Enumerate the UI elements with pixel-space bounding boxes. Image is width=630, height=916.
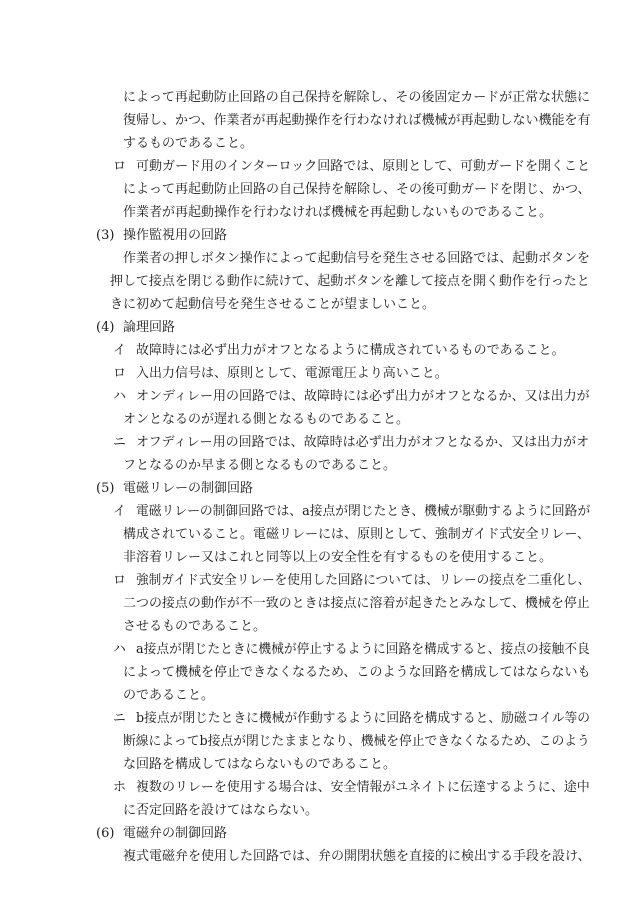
body-line: させるものであること。 [123,619,267,634]
item-marker-ha: ハ [113,642,127,657]
body-line: a接点が閉じたときに機械が停止するように回路を構成すると、接点の接触不良 [136,642,590,657]
body-line: b接点が閉じたときに機械が作動するように回路を構成すると、励磁コイル等の [136,711,590,726]
body-line: 強制ガイド式安全リレーを使用した回路については、リレーの接点を二重化し、 [136,573,591,588]
body-line: オフディレー用の回路では、故障時は必ず出力がオフとなるか、又は出力がオ [136,435,590,450]
body-line: 非溶着リレー又はこれと同等以上の安全性を有するものを使用すること。 [123,550,553,565]
body-line: によって再起動防止回路の自己保持を解除し、その後固定カードが正常な状態に [123,90,591,105]
item-marker-ho: ホ [113,780,127,795]
item-marker-i: イ [113,504,127,519]
body-line: するものであること。 [123,136,254,151]
item-marker-ro: ロ [113,159,127,174]
body-line: 押して接点を閉じる動作に続けて、起動ボタンを離して接点を開く動作を行ったと [110,274,590,289]
item-marker-ni: ニ [113,711,127,726]
section-heading: 電磁弁の制御回路 [123,826,228,841]
body-line: 故障時には必ず出力がオフとなるように構成されているものであること。 [136,343,565,358]
item-marker-ni: ニ [113,435,127,450]
body-line: 複式電磁弁を使用した回路では、弁の開閉状態を直接的に検出する手段を設け、 [123,849,591,864]
section-heading: 操作監視用の回路 [123,228,228,243]
body-line: によって機械を停止できなくなるため、このような回路を構成してはならないも [123,665,591,680]
body-line: 電磁リレーの制御回路では、a接点が閉じたとき、機械が駆動するように回路が [136,504,591,519]
body-line: 作業者が再起動操作を行わなければ機械を再起動しないものであること。 [123,205,553,220]
item-marker-ro: ロ [113,366,127,381]
section-number: (4) [96,320,115,335]
body-line: きに初めて起動信号を発生させることが望ましいこと。 [110,297,436,312]
section-number: (5) [96,481,115,496]
section-heading: 論理回路 [123,320,176,335]
body-line: に否定回路を設けてはならない。 [123,803,319,818]
body-line: 二つの接点の動作が不一致のときは接点に溶着が起きたとみなして、機械を停止 [123,596,590,611]
item-marker-ro: ロ [113,573,127,588]
item-marker-i: イ [113,343,127,358]
body-line: 可動ガード用のインターロック回路では、原則として、可動ガードを開くこと [136,159,590,174]
body-line: オンディレー用の回路では、故障時には必ず出力がオフとなるか、又は出力が [136,389,590,404]
body-line: 入出力信号は、原則として、電源電圧より高いこと。 [136,366,448,381]
body-line: 作業者の押しボタン操作によって起動信号を発生させる回路では、起動ボタンを [123,251,591,266]
body-line: のであること。 [123,688,215,703]
section-number: (3) [96,228,115,243]
body-line: によって再起動防止回路の自己保持を解除し、その後可動ガードを閉じ、かつ、 [123,182,591,197]
body-line: フとなるのか早まる側となるものであること。 [123,458,397,473]
body-line: 断線によってb接点が閉じたままとなり、機械を停止できなくなるため、このよう [123,734,590,749]
body-line: 複数のリレーを使用する場合は、安全情報がユネイトに伝達するように、途中 [136,780,590,795]
body-line: 構成されていること。電磁リレーには、原則として、強制ガイド式安全リレー、 [123,527,590,542]
body-line: 復帰し、かつ、作業者が再起動操作を行わなければ機械が再起動しない機能を有 [123,113,591,128]
body-line: な回路を構成してはならないものであること。 [123,757,397,772]
section-heading: 電磁リレーの制御回路 [123,481,254,496]
body-line: オンとなるのが遅れる側となるものであること。 [123,412,410,427]
item-marker-ha: ハ [113,389,127,404]
section-number: (6) [96,826,115,841]
